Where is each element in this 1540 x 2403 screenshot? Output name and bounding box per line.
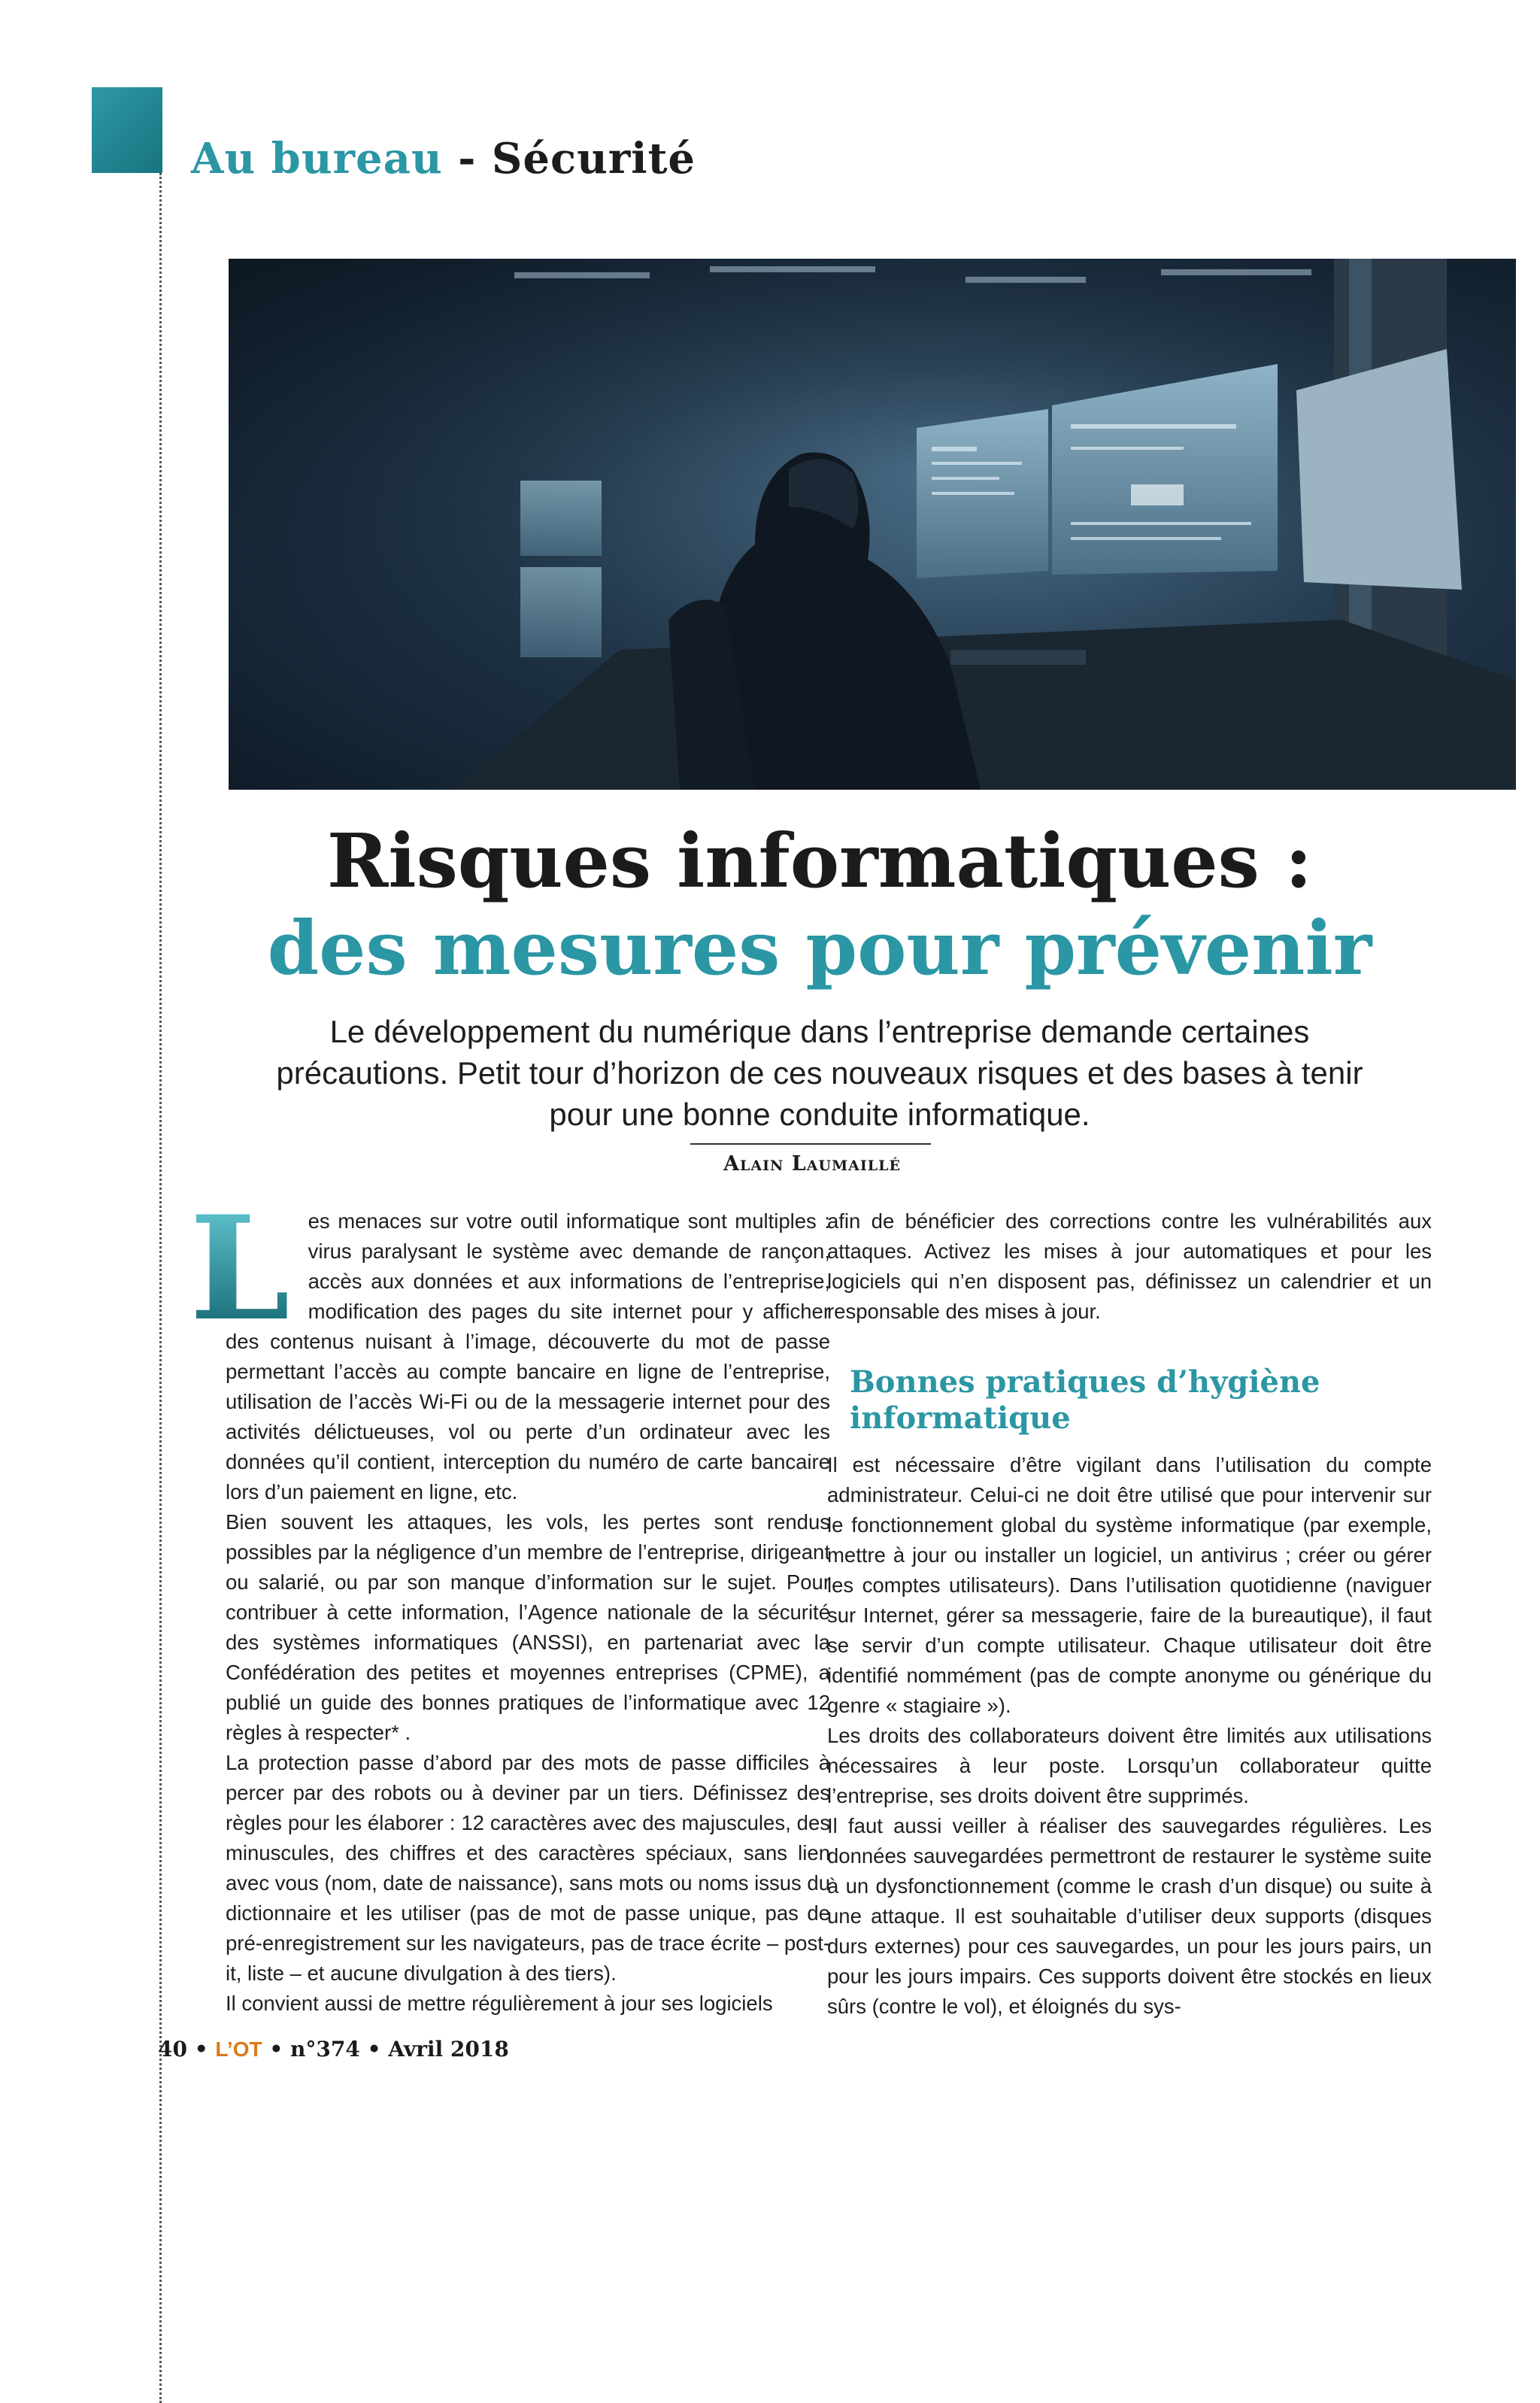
headline-line-1: Risques informatiques : [326,818,1313,905]
body-paragraph: Il convient aussi de mettre régulièrement à jour ses logiciels [226,1992,773,2015]
body-paragraph: La protection passe d’abord par des mots de passe difficiles à percer par des robots ou à deviner par un tiers. Définissez des règles pour les élaborer : 12 caractères avec des majuscules, des minuscules, des chiffres et des caractères spéciaux, sans lien avec vous (nom, date de naissance), sans mots ou noms issus du dictionnaire et les utiliser (pas de mot de passe unique, pas de pré-enregistrement sur les navigateurs, pas de trace écrite – post-it, liste – et aucune divulgation à des tiers). [226,1751,831,1985]
body-paragraph: Bien souvent les attaques, les vols, les pertes sont rendus possibles par la négligence d’un membre de l’entreprise, dirigeant ou salarié, ou par son manque d’information sur le sujet. Pour contribuer à cette information, l’Agence nationale de la sécurité des systèmes informatiques (ANSSI), en partenariat avec la Confédération des petites et moyennes entreprises (CPME), a publié un guide des bonnes pratiques de l’informatique avec 12 règles à respecter* . [226,1510,830,1744]
footer-bullet: • [367,2037,381,2062]
margin-dotted-rule [159,173,162,2403]
body-paragraph: Il est nécessaire d’être vigilant dans l’utilisation du compte administrateur. Celui-ci ne doit être utilisé que pour intervenir sur le fonctionnement global du système informatique (par exemple, mettre à jour ou installer un logiciel, un antivirus ; créer ou gérer les comptes utilisateurs). Dans l’utilisation quotidienne (naviguer sur Internet, gérer sa messagerie, faire de la bureautique), il faut se servir d’un compte utilisateur. Chaque utilisateur doit être identifié nommément (pas de compte anonyme ou générique du genre « stagiaire »). [827,1453,1432,1717]
paragraph-text: es menaces sur votre outil informatique sont multiples : virus paralysant le système avec demande de rançon, accès aux données et aux informations de l’entreprise, modification des pages du site internet pour y afficher des contenus nuisant à l’image, découverte du mot de passe permettant l’accès au compte bancaire en ligne de l’entreprise, utilisation de l’accès Wi-Fi ou de la messagerie internet pour des activités délictueuses, vol ou perte d’un ordinateur avec les données qu’il contient, interception du numéro de carte bancaire lors d’un paiement en ligne, etc. [226,1209,830,1503]
body-paragraph [189,1185,830,1507]
section-separator: - [442,134,492,184]
article-lede: Le développement du numérique dans l’entreprise demande certaines précautions. Petit tour d’horizon de ces nouveaux risques et des bases à tenir pour une bonne conduite informatique. [276,1014,1363,1132]
issue-number: n°374 [290,2037,360,2062]
section-accent-block [92,87,162,173]
magazine-name: L’OT [215,2037,262,2061]
footer-bullet: • [269,2037,283,2062]
issue-date: Avril 2018 [388,2037,509,2062]
headline-line-2: des mesures pour prévenir [267,906,1372,992]
byline-rule [690,1143,931,1145]
byline: Alain Laumaillé [723,1152,901,1176]
subheading: Bonnes pratiques d’hygiène informatique [850,1364,1320,1436]
footer-bullet: • [194,2037,208,2062]
body-paragraph: Les droits des collaborateurs doivent être limités aux utilisations nécessaires à leur poste. Lorsqu’un collaborateur quitte l’entreprise, ses droits doivent être supprimés. [827,1724,1432,1807]
body-paragraph: afin de bénéficier des corrections contre les vulnérabilités aux attaques. Activez les mises à jour automatiques et pour les logiciels qui n’en disposent pas, définissez un calendrier et un responsable des mises à jour. [827,1209,1432,1323]
page-footer [158,2037,509,2062]
page-number: 40 [158,2037,187,2062]
hero-image-hacker [229,259,1516,790]
drop-cap: L [189,1185,290,1352]
body-column-right [827,1206,1432,2022]
section-header [191,134,696,184]
section-topic: Sécurité [491,134,696,184]
section-prefix: Au bureau [191,134,443,184]
body-paragraph: Il faut aussi veiller à réaliser des sauvegardes régulières. Les données sauvegardées permettront de restaurer le système suite à un dysfonctionnement (comme le crash d’un disque) ou suite à une attaque. Il est souhaitable d’utiliser deux supports (disques durs externes) pour ces sauvegardes, un pour les jours pairs, un pour les jours impairs. Ces supports doivent être stockés en lieux sûrs (contre le vol), et éloignés du sys- [827,1814,1432,2018]
body-column-left [189,1185,831,2019]
